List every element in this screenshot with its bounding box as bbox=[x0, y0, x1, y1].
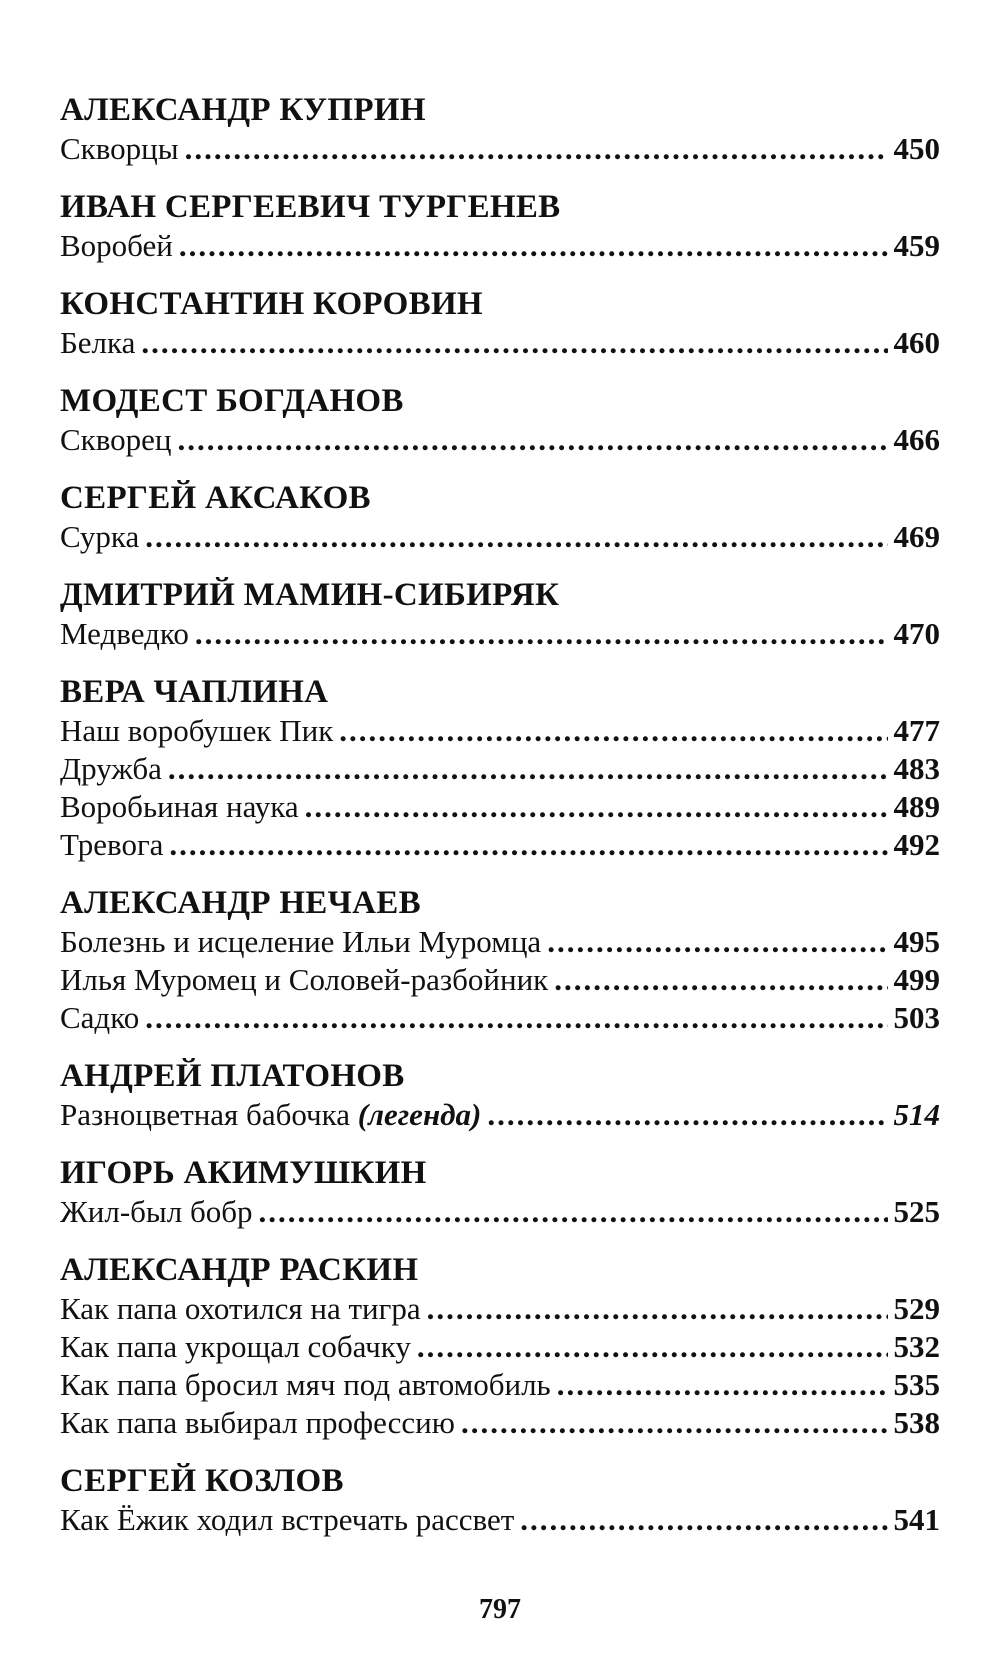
leader-dots bbox=[195, 615, 888, 653]
leader-dots bbox=[487, 1096, 887, 1134]
entry-title bbox=[60, 1328, 411, 1366]
entry-page-number: 492 bbox=[893, 827, 940, 862]
entry-title bbox=[60, 750, 162, 788]
leader-dots bbox=[547, 923, 887, 961]
entry-title bbox=[60, 1193, 253, 1231]
toc-entry bbox=[60, 130, 940, 168]
toc-entry bbox=[60, 712, 940, 750]
author-heading: КОНСТАНТИН КОРОВИН bbox=[60, 286, 483, 322]
entry-title bbox=[60, 518, 139, 556]
toc-entry bbox=[60, 1501, 940, 1539]
leader-dots bbox=[554, 961, 887, 999]
entry-page-number: 514 bbox=[893, 1097, 940, 1132]
leader-dots bbox=[185, 130, 888, 168]
toc-section bbox=[60, 284, 940, 362]
leader-dots bbox=[339, 712, 887, 750]
toc-section bbox=[60, 575, 940, 653]
author-heading: ИГОРЬ АКИМУШКИН bbox=[60, 1155, 427, 1191]
toc-section bbox=[60, 90, 940, 168]
toc-entry bbox=[60, 961, 940, 999]
entry-title bbox=[60, 999, 139, 1037]
entry-page-number: 470 bbox=[893, 616, 940, 651]
toc-section bbox=[60, 1461, 940, 1539]
toc-section bbox=[60, 1056, 940, 1134]
author-heading: МОДЕСТ БОГДАНОВ bbox=[60, 383, 404, 419]
leader-dots bbox=[259, 1193, 888, 1231]
entry-title bbox=[60, 712, 333, 750]
entry-page-number: 460 bbox=[893, 325, 940, 360]
toc-entry bbox=[60, 1096, 940, 1134]
entry-title bbox=[60, 130, 179, 168]
entry-page-number: 525 bbox=[893, 1194, 940, 1229]
entry-title bbox=[60, 1290, 421, 1328]
entry-title-text: Болезнь и исцеление Ильи Муромца bbox=[60, 924, 542, 959]
entry-title bbox=[60, 227, 173, 265]
leader-dots bbox=[461, 1404, 888, 1442]
entry-title-text: Воробей bbox=[60, 228, 173, 263]
entry-title-text: Как Ёжик ходил встречать рассвет bbox=[60, 1502, 515, 1537]
entry-title-text: Скворец bbox=[60, 422, 172, 457]
entry-page-number: 499 bbox=[893, 962, 940, 997]
toc-entry bbox=[60, 999, 940, 1037]
toc-section bbox=[60, 1250, 940, 1442]
entry-title bbox=[60, 421, 172, 459]
entry-page-number: 477 bbox=[893, 713, 940, 748]
entry-title-text: Наш воробушек Пик bbox=[60, 713, 334, 748]
toc-section bbox=[60, 478, 940, 556]
entry-page-number: 459 bbox=[893, 228, 940, 263]
page-number: 797 bbox=[479, 1594, 521, 1625]
entry-page-number: 466 bbox=[893, 422, 940, 457]
author-heading: АЛЕКСАНДР КУПРИН bbox=[60, 92, 426, 128]
toc-entry bbox=[60, 1193, 940, 1231]
entry-title-text: Илья Муромец и Соловей-разбойник bbox=[60, 962, 549, 997]
entry-title-text: Дружба bbox=[60, 751, 162, 786]
entry-title bbox=[60, 788, 299, 826]
toc-section bbox=[60, 381, 940, 459]
author-heading: СЕРГЕЙ АКСАКОВ bbox=[60, 480, 371, 516]
leader-dots bbox=[427, 1290, 888, 1328]
leader-dots bbox=[417, 1328, 888, 1366]
entry-page-number: 503 bbox=[893, 1000, 940, 1035]
toc-section bbox=[60, 1153, 940, 1231]
entry-title-text: Как папа выбирал профессию bbox=[60, 1405, 455, 1440]
entry-title-text: Сурка bbox=[60, 519, 140, 554]
entry-title-text: Как папа укрощал собачку bbox=[60, 1329, 411, 1364]
leader-dots bbox=[178, 421, 888, 459]
entry-page-number: 532 bbox=[893, 1329, 940, 1364]
entry-page-number: 495 bbox=[893, 924, 940, 959]
author-heading: АНДРЕЙ ПЛАТОНОВ bbox=[60, 1058, 405, 1094]
toc-entry bbox=[60, 788, 940, 826]
entry-title-text: Разноцветная бабочка bbox=[60, 1097, 350, 1132]
toc-entry bbox=[60, 615, 940, 653]
entry-title-text: Жил-был бобр bbox=[60, 1194, 253, 1229]
entry-title bbox=[60, 324, 135, 362]
toc-entry bbox=[60, 1404, 940, 1442]
entry-page-number: 450 bbox=[893, 131, 940, 166]
author-heading: АЛЕКСАНДР НЕЧАЕВ bbox=[60, 885, 421, 921]
entry-page-number: 541 bbox=[893, 1502, 940, 1537]
entry-title-text: Как папа охотился на тигра bbox=[60, 1291, 421, 1326]
entry-page-number: 538 bbox=[893, 1405, 940, 1440]
entry-page-number: 489 bbox=[893, 789, 940, 824]
toc-section bbox=[60, 883, 940, 1037]
leader-dots bbox=[169, 826, 887, 864]
entry-title-text: Медведко bbox=[60, 616, 189, 651]
toc-entry bbox=[60, 826, 940, 864]
author-heading: АЛЕКСАНДР РАСКИН bbox=[60, 1252, 419, 1288]
entry-title bbox=[60, 1096, 481, 1134]
author-heading: ВЕРА ЧАПЛИНА bbox=[60, 674, 329, 710]
entry-page-number: 469 bbox=[893, 519, 940, 554]
leader-dots bbox=[520, 1501, 887, 1539]
toc-section bbox=[60, 187, 940, 265]
toc-entry bbox=[60, 324, 940, 362]
author-heading: СЕРГЕЙ КОЗЛОВ bbox=[60, 1463, 344, 1499]
entry-title bbox=[60, 961, 548, 999]
toc-entry bbox=[60, 1290, 940, 1328]
leader-dots bbox=[305, 788, 888, 826]
toc-entry bbox=[60, 421, 940, 459]
entry-title-text: Белка bbox=[60, 325, 136, 360]
entry-note: (легенда) bbox=[357, 1097, 482, 1132]
entry-title bbox=[60, 826, 163, 864]
table-of-contents bbox=[60, 90, 940, 1558]
entry-title-text: Тревога bbox=[60, 827, 164, 862]
toc-entry bbox=[60, 1328, 940, 1366]
toc-entry bbox=[60, 518, 940, 556]
toc-entry bbox=[60, 227, 940, 265]
toc-entry bbox=[60, 923, 940, 961]
leader-dots bbox=[145, 999, 887, 1037]
author-heading: ДМИТРИЙ МАМИН-СИБИРЯК bbox=[60, 577, 560, 613]
entry-title-text: Садко bbox=[60, 1000, 140, 1035]
toc-section bbox=[60, 672, 940, 864]
leader-dots bbox=[141, 324, 887, 362]
leader-dots bbox=[168, 750, 888, 788]
entry-title bbox=[60, 1366, 551, 1404]
author-heading: ИВАН СЕРГЕЕВИЧ ТУРГЕНЕВ bbox=[60, 189, 561, 225]
leader-dots bbox=[145, 518, 887, 556]
leader-dots bbox=[557, 1366, 888, 1404]
entry-title bbox=[60, 1404, 455, 1442]
entry-title bbox=[60, 615, 189, 653]
entry-title bbox=[60, 923, 541, 961]
toc-entry bbox=[60, 750, 940, 788]
entry-title-text: Как папа бросил мяч под автомобиль bbox=[60, 1367, 551, 1402]
entry-page-number: 483 bbox=[893, 751, 940, 786]
leader-dots bbox=[179, 227, 888, 265]
entry-title bbox=[60, 1501, 514, 1539]
toc-entry bbox=[60, 1366, 940, 1404]
entry-page-number: 535 bbox=[893, 1367, 940, 1402]
entry-page-number: 529 bbox=[893, 1291, 940, 1326]
entry-title-text: Воробьиная наука bbox=[60, 789, 299, 824]
entry-title-text: Скворцы bbox=[60, 131, 179, 166]
